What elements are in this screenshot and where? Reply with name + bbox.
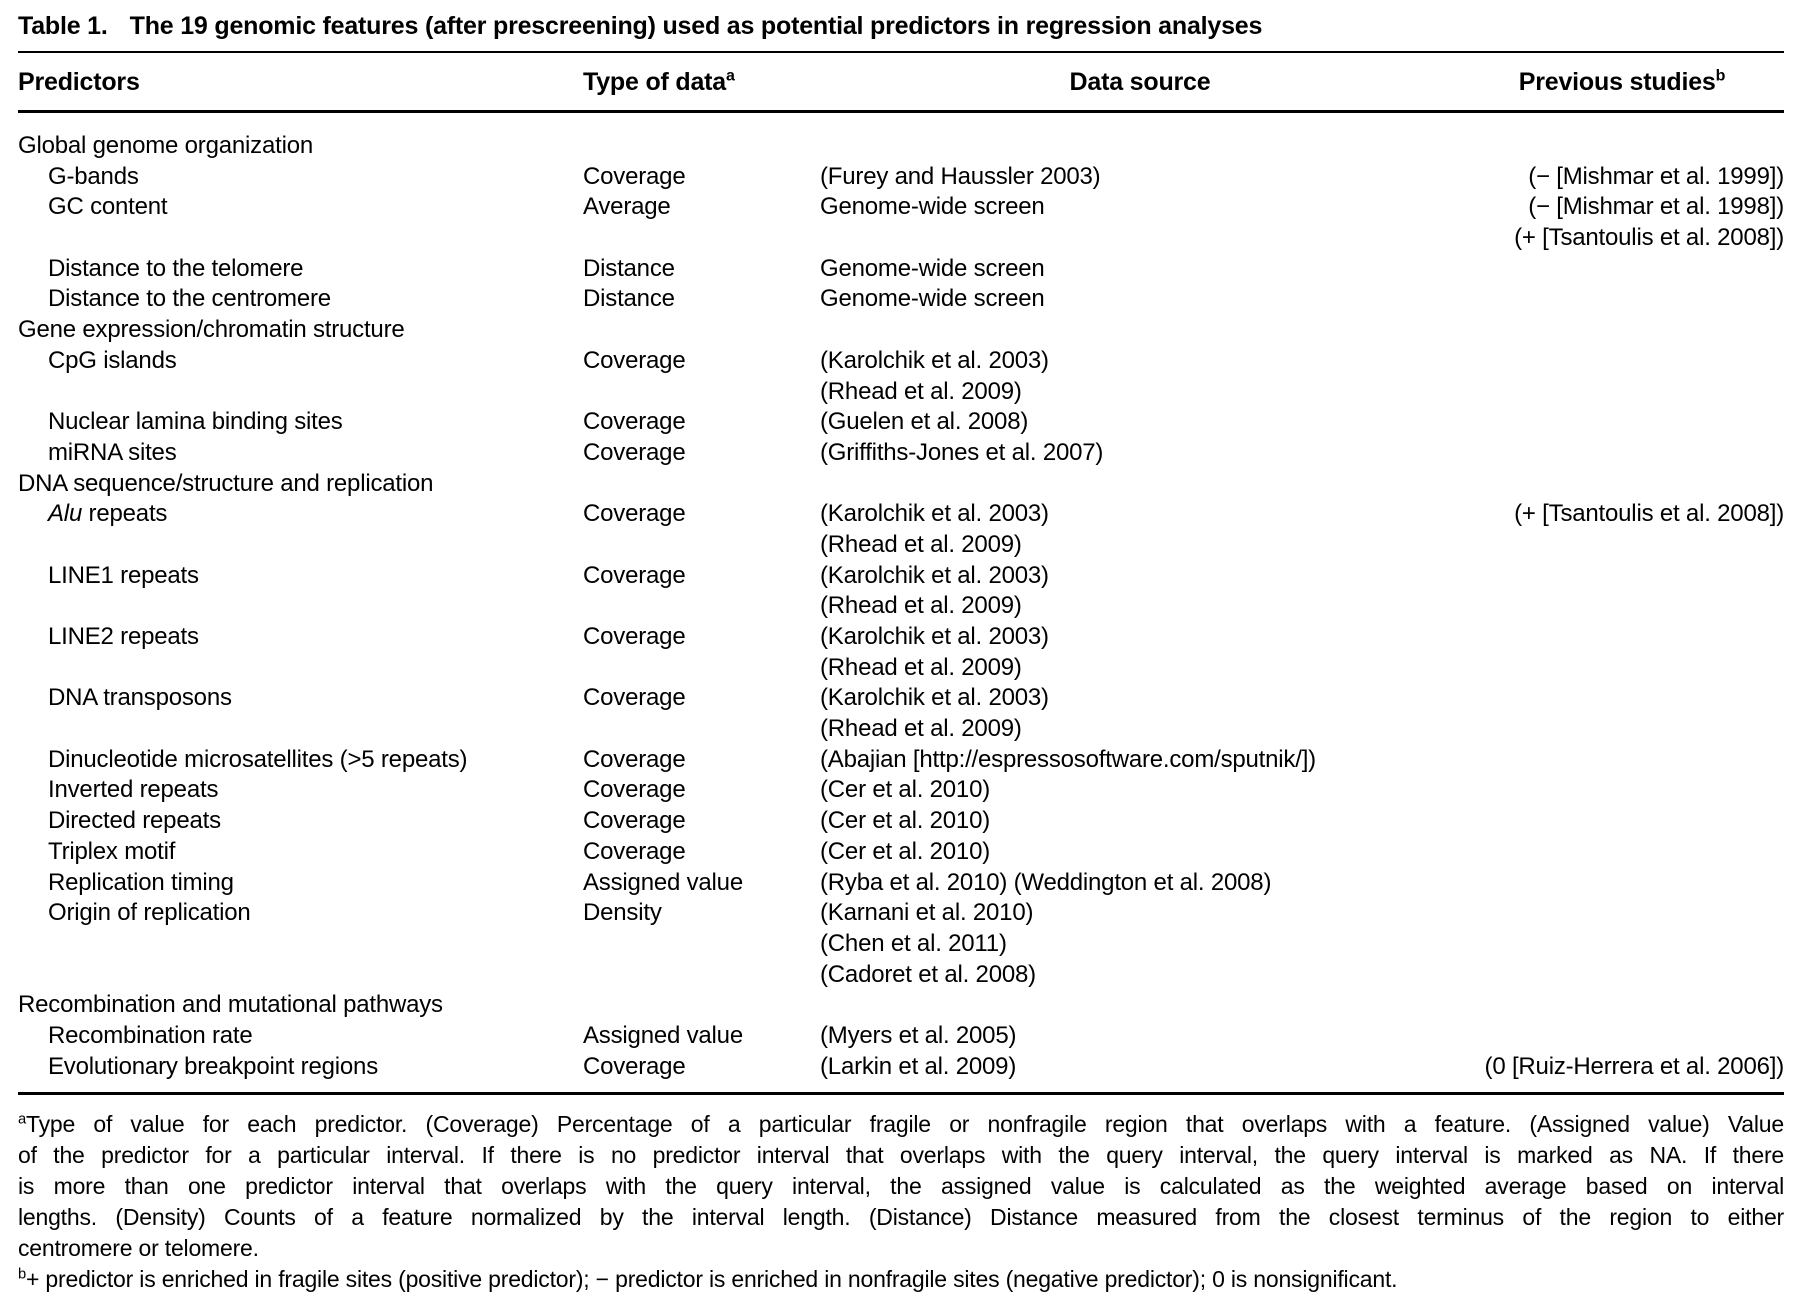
data-source-cell: (Karolchik et al. 2003) (820, 623, 1049, 650)
table-row (18, 653, 1784, 684)
table-row (18, 438, 1784, 469)
previous-studies-cell (1460, 622, 1784, 653)
type-of-data-cell: Coverage (583, 561, 686, 589)
predictor-label: Directed repeats (48, 807, 221, 835)
previous-studies-cell (1460, 591, 1784, 622)
type-of-data-cell (583, 929, 820, 960)
table-row (18, 837, 1784, 868)
previous-studies-cell (1460, 1021, 1784, 1052)
data-source-cell: Genome-wide screen (820, 285, 1045, 313)
predictor-cell (18, 683, 583, 714)
previous-studies-cell (1460, 131, 1784, 162)
type-of-data-cell: Coverage (583, 684, 686, 712)
previous-studies-cell (1460, 929, 1784, 960)
predictor-cell (18, 223, 583, 254)
type-of-data-cell: Distance (583, 254, 675, 282)
previous-studies-cell (1460, 837, 1784, 868)
data-source-cell: (Guelen et al. 2008) (820, 408, 1029, 436)
type-of-data-cell (583, 377, 820, 408)
previous-studies-cell (1460, 960, 1784, 991)
column-header-predictors: Predictors (18, 68, 140, 96)
data-source-cell: (Furey and Haussler 2003) (820, 162, 1101, 190)
predictor-cell (18, 192, 583, 223)
predictor-label: Replication timing (48, 868, 234, 896)
type-of-data-cell (583, 223, 820, 254)
table-number: Table 1. (18, 12, 108, 40)
predictor-cell (18, 653, 583, 684)
type-of-data-cell (583, 653, 820, 684)
footnote-a-line (18, 1171, 1784, 1202)
table-row (18, 775, 1784, 806)
type-of-data-cell: Assigned value (583, 868, 743, 896)
predictor-cell (18, 591, 583, 622)
type-of-data-cell (583, 131, 820, 162)
footnote-marker-b: b (1715, 67, 1726, 85)
footnote-a-text: Type of value for each predictor. (Coverage) Percentage of a particular fragile or nonfragile region that overlaps with a feature. (Assigned value) Value (26, 1111, 1784, 1138)
table-row (18, 1021, 1784, 1052)
previous-studies-cell: (+ [Tsantoulis et al. 2008]) (1514, 500, 1784, 528)
type-of-data-cell: Assigned value (583, 1021, 743, 1049)
predictor-cell (18, 438, 583, 469)
data-source-cell: (Rhead et al. 2009) (820, 653, 1022, 681)
footnote-a-text: lengths. (Density) Counts of a feature normalized by the interval length. (Distance) Distance measured from the closest terminus of the region to either (18, 1204, 1784, 1231)
table-row (18, 745, 1784, 776)
predictor-label: Evolutionary breakpoint regions (48, 1052, 378, 1080)
previous-studies-cell (1460, 530, 1784, 561)
type-of-data-cell: Coverage (583, 837, 686, 865)
table-row (18, 499, 1784, 530)
type-of-data-cell (583, 714, 820, 745)
column-header-previous (1460, 69, 1784, 95)
previous-studies-cell (1460, 868, 1784, 899)
data-source-cell: (Rhead et al. 2009) (820, 592, 1022, 620)
footnote-a-line (18, 1140, 1784, 1171)
previous-studies-cell: (− [Mishmar et al. 1998]) (1528, 193, 1784, 221)
previous-studies-cell (1460, 775, 1784, 806)
group-header-row (18, 315, 1784, 346)
predictor-cell (18, 346, 583, 377)
data-source-cell (820, 469, 1460, 500)
footnote-a-text: of the predictor for a particular interval. If there is no predictor interval that overlaps with the query interval, the query interval is marked as NA. If there (18, 1142, 1784, 1169)
previous-studies-cell (1460, 990, 1784, 1021)
footnote-b-text: + predictor is enriched in fragile sites (positive predictor); − predictor is enriched in nonfragile sites (negative predictor); 0 is nonsignificant. (26, 1266, 1398, 1293)
predictor-label: Triplex motif (48, 837, 176, 865)
previous-studies-cell (1460, 714, 1784, 745)
previous-studies-cell (1460, 806, 1784, 837)
table-row (18, 806, 1784, 837)
footnote-a-line (18, 1233, 1784, 1264)
table-row (18, 561, 1784, 592)
table-row (18, 898, 1784, 929)
data-source-cell: (Cer et al. 2010) (820, 776, 991, 804)
data-source-cell: (Rhead et al. 2009) (820, 377, 1022, 405)
type-of-data-cell (583, 530, 820, 561)
predictor-cell (18, 284, 583, 315)
type-of-data-cell: Coverage (583, 745, 686, 773)
footnote-a-line (18, 1109, 1784, 1140)
table-row (18, 868, 1784, 899)
group-header-row (18, 990, 1784, 1021)
predictor-label: Inverted repeats (48, 776, 219, 804)
predictor-cell (18, 530, 583, 561)
type-of-data-cell: Coverage (583, 346, 686, 374)
column-header-type (583, 69, 820, 95)
footnote-b-marker: b (18, 1266, 26, 1283)
column-header-source: Data source (1069, 68, 1211, 96)
type-of-data-cell: Coverage (583, 500, 686, 528)
predictor-italic-label: Alu (48, 500, 83, 528)
type-of-data-cell (583, 469, 820, 500)
type-of-data-cell: Coverage (583, 438, 686, 466)
data-source-cell: (Larkin et al. 2009) (820, 1052, 1017, 1080)
data-source-cell: (Rhead et al. 2009) (820, 715, 1022, 743)
predictor-label: Distance to the centromere (48, 285, 331, 313)
column-header-previous-label: Previous studies (1518, 68, 1716, 96)
type-of-data-cell (583, 315, 820, 346)
data-source-cell: (Cer et al. 2010) (820, 837, 991, 865)
predictor-cell (18, 162, 583, 193)
predictor-cell (18, 561, 583, 592)
predictor-cell (18, 929, 583, 960)
predictor-label: DNA sequence/structure and replication (18, 469, 434, 497)
footnote-marker-a: a (726, 67, 735, 85)
data-source-cell: (Myers et al. 2005) (820, 1021, 1017, 1049)
predictor-label: repeats (82, 500, 168, 528)
type-of-data-cell: Coverage (583, 408, 686, 436)
table-row (18, 254, 1784, 285)
previous-studies-cell (1460, 315, 1784, 346)
predictor-cell (18, 1052, 583, 1083)
previous-studies-cell (1460, 346, 1784, 377)
predictor-cell (18, 407, 583, 438)
footnote-a-text: centromere or telomere. (18, 1235, 259, 1262)
data-source-cell (820, 223, 1460, 254)
table-row (18, 530, 1784, 561)
table-row (18, 346, 1784, 377)
table-row (18, 714, 1784, 745)
data-source-cell: (Chen et al. 2011) (820, 929, 1007, 957)
predictor-cell (18, 868, 583, 899)
table-row (18, 284, 1784, 315)
data-source-cell: (Karolchik et al. 2003) (820, 561, 1049, 589)
predictor-cell (18, 745, 583, 776)
data-source-cell: (Cadoret et al. 2008) (820, 960, 1036, 988)
footnote-a-marker: a (18, 1111, 26, 1128)
predictor-cell (18, 990, 583, 1021)
predictor-label: DNA transposons (48, 684, 232, 712)
table-row (18, 1052, 1784, 1083)
data-source-cell: (Karolchik et al. 2003) (820, 346, 1049, 374)
previous-studies-cell (1460, 653, 1784, 684)
predictor-cell (18, 806, 583, 837)
predictor-label: Global genome organization (18, 132, 313, 159)
predictor-label: LINE2 repeats (48, 623, 199, 650)
predictor-label: Origin of replication (48, 899, 251, 927)
data-source-cell: (Cer et al. 2010) (820, 807, 991, 835)
predictor-label: GC content (48, 193, 168, 221)
type-of-data-cell: Average (583, 193, 671, 221)
predictor-cell (18, 775, 583, 806)
predictor-cell (18, 898, 583, 929)
table-title (18, 10, 1784, 42)
type-of-data-cell: Coverage (583, 776, 686, 804)
predictor-cell (18, 254, 583, 285)
type-of-data-cell (583, 591, 820, 622)
predictor-cell (18, 837, 583, 868)
predictor-label: Recombination rate (48, 1021, 253, 1049)
data-source-cell: (Karnani et al. 2010) (820, 899, 1034, 927)
table-row (18, 929, 1784, 960)
predictor-cell (18, 622, 583, 653)
predictor-label: CpG islands (48, 346, 177, 374)
predictor-label: miRNA sites (48, 438, 177, 466)
type-of-data-cell: Distance (583, 285, 675, 313)
predictor-label: Nuclear lamina binding sites (48, 408, 343, 436)
predictor-cell (18, 469, 583, 500)
data-source-cell: (Rhead et al. 2009) (820, 530, 1022, 558)
data-source-cell: (Karolchik et al. 2003) (820, 500, 1049, 528)
data-source-cell: (Ryba et al. 2010) (Weddington et al. 2008) (820, 868, 1272, 896)
type-of-data-cell: Coverage (583, 623, 686, 650)
type-of-data-cell (583, 960, 820, 991)
table-row (18, 622, 1784, 653)
table-body (18, 113, 1784, 1092)
previous-studies-cell: (− [Mishmar et al. 1999]) (1528, 162, 1784, 190)
predictor-cell (18, 131, 583, 162)
column-header-type-label: Type of data (583, 68, 726, 96)
data-source-cell (820, 990, 1460, 1021)
previous-studies-cell: (+ [Tsantoulis et al. 2008]) (1514, 224, 1784, 252)
table-row (18, 162, 1784, 193)
data-source-cell: (Abajian [http://espressosoftware.com/sputnik/]) (820, 745, 1316, 773)
previous-studies-cell (1460, 683, 1784, 714)
previous-studies-cell (1460, 284, 1784, 315)
previous-studies-cell (1460, 254, 1784, 285)
predictor-label: Gene expression/chromatin structure (18, 316, 405, 344)
type-of-data-cell: Coverage (583, 807, 686, 835)
predictor-cell (18, 377, 583, 408)
table-row (18, 591, 1784, 622)
previous-studies-cell (1460, 438, 1784, 469)
type-of-data-cell (583, 990, 820, 1021)
column-headers (18, 53, 1784, 110)
footnote-a (18, 1109, 1784, 1264)
predictor-label: G-bands (48, 162, 139, 190)
data-source-cell: (Griffiths-Jones et al. 2007) (820, 438, 1104, 466)
footnote-a-line (18, 1202, 1784, 1233)
type-of-data-cell: Coverage (583, 1052, 686, 1080)
predictor-label: LINE1 repeats (48, 561, 199, 589)
table-row (18, 223, 1784, 254)
group-header-row (18, 131, 1784, 162)
previous-studies-cell: (0 [Ruiz-Herrera et al. 2006]) (1484, 1052, 1784, 1080)
predictor-label: Dinucleotide microsatellites (>5 repeats) (48, 745, 468, 773)
data-source-cell (820, 131, 1460, 162)
data-source-cell: (Karolchik et al. 2003) (820, 684, 1049, 712)
data-source-cell (820, 315, 1460, 346)
predictor-cell (18, 714, 583, 745)
predictor-label: Distance to the telomere (48, 254, 304, 282)
previous-studies-cell (1460, 407, 1784, 438)
data-source-cell: Genome-wide screen (820, 254, 1045, 282)
type-of-data-cell: Coverage (583, 162, 686, 190)
footnotes (18, 1095, 1784, 1295)
predictor-cell (18, 1021, 583, 1052)
footnote-a-text: is more than one predictor interval that overlaps with the query interval, the assigned value is calculated as the weighted average based on interval (18, 1173, 1784, 1200)
table-row (18, 683, 1784, 714)
previous-studies-cell (1460, 898, 1784, 929)
table-row (18, 377, 1784, 408)
table-caption: The 19 genomic features (after prescreening) used as potential predictors in regression analyses (129, 12, 1263, 40)
predictor-cell (18, 499, 583, 530)
predictor-cell (18, 960, 583, 991)
table-row (18, 407, 1784, 438)
previous-studies-cell (1460, 377, 1784, 408)
predictor-cell (18, 315, 583, 346)
previous-studies-cell (1460, 745, 1784, 776)
data-source-cell: Genome-wide screen (820, 193, 1045, 221)
group-header-row (18, 469, 1784, 500)
predictor-label: Recombination and mutational pathways (18, 991, 443, 1019)
previous-studies-cell (1460, 469, 1784, 500)
table-row (18, 192, 1784, 223)
table-row (18, 960, 1784, 991)
footnote-b (18, 1264, 1784, 1295)
type-of-data-cell: Density (583, 899, 662, 927)
previous-studies-cell (1460, 561, 1784, 592)
